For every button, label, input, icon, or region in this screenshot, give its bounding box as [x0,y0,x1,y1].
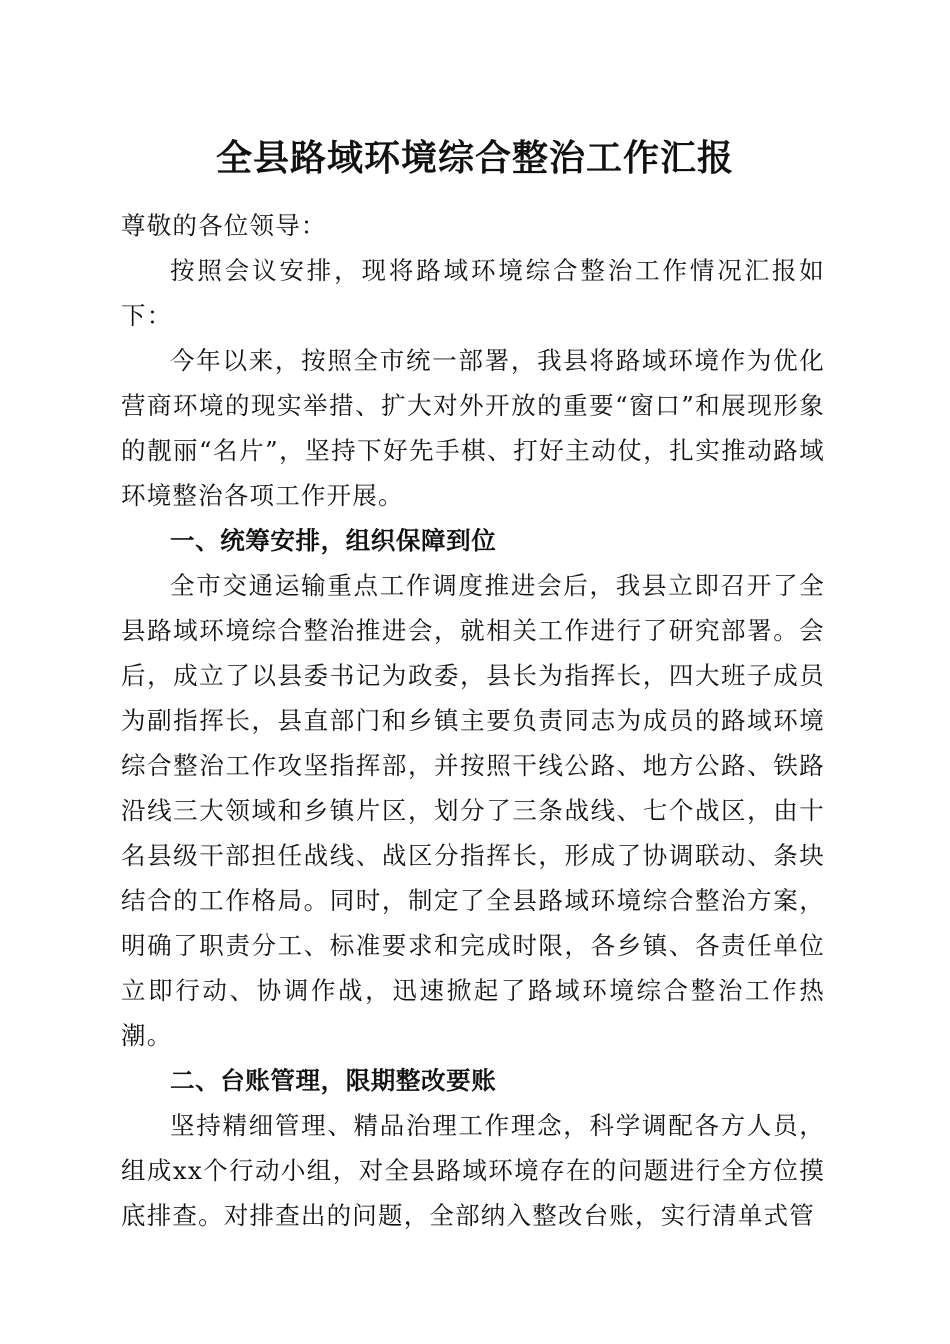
section-2-heading: 二、台账管理，限期整改要账 [170,1066,497,1095]
section-1-paragraph: 全市交通运输重点工作调度推进会后，我县立即召开了全县路域环境综合整治推进会，就相关工作进行了研究部署。会后，成立了以县委书记为政委，县长为指挥长，四大班子成员为副指挥长，县直部门和乡镇主要负责同志为成员的路域环境综合整治工作攻坚指挥部，并按照干线公路、地方公路、铁路沿线三大领域和乡镇片区，划分了三条战线、七个战区，由十名县级干部担任战线、战区分指挥长，形成了协调联动、条块结合的工作格局。同时，制定了全县路域环境综合整治方案，明确了职责分工、标准要求和完成时限，各乡镇、各责任单位立即行动、协调作战，迅速掀起了路域环境综合整治工作热潮。 [121,571,825,1050]
section-2-paragraph: 坚持精细管理、精品治理工作理念，科学调配各方人员，组成xx个行动小组，对全县路域环境存在的问题进行全方位摸底排查。对排查出的问题，全部纳入整改台账，实行清单式管 [121,1111,825,1230]
document-title: 全县路域环境综合整治工作汇报 [215,137,734,179]
intro-paragraph: 按照会议安排，现将路域环境综合整治工作情况汇报如下： [121,256,825,330]
section-1-heading: 一、统筹安排，组织保障到位 [170,526,497,555]
salutation: 尊敬的各位领导： [121,211,327,240]
overview-paragraph: 今年以来，按照全市统一部署，我县将路域环境作为优化营商环境的现实举措、扩大对外开放的重要“窗口”和展现形象的靓丽“名片”，坚持下好先手棋、打好主动仗，扎实推动路域环境整治各项工作开展。 [121,346,825,510]
document-body [121,203,825,1238]
